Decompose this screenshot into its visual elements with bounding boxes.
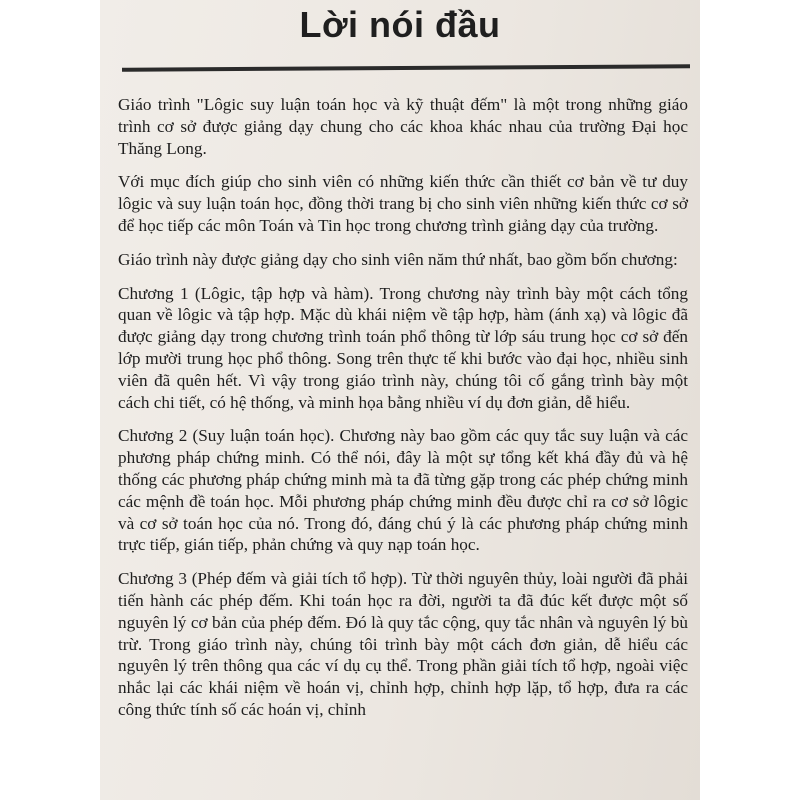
- title-underline: [122, 64, 690, 71]
- paragraph-chapter-2: Chương 2 (Suy luận toán học). Chương này bao gồm các quy tắc suy luận và các phương pháp chứng minh. Có thể nói, đây là một sự tổng kết khá đầy đủ và hệ thống các phương pháp chứng minh mà ta đã từng gặp trong các phép chứng minh các mệnh đề toán học. Mỗi phương pháp chứng minh đều được chỉ ra cơ sở lôgic và cơ sở toán học của nó. Trong đó, đáng chú ý là các phương pháp chứng minh trực tiếp, gián tiếp, phản chứng và quy nạp toán học.: [118, 426, 688, 555]
- paragraph-chapter-1: Chương 1 (Lôgic, tập hợp và hàm). Trong chương này trình bày một cách tổng quan về lôgic và tập hợp. Mặc dù khái niệm về tập hợp, hàm (ánh xạ) và lôgic đã được giảng dạy trong chương trình toán phổ thông từ lớp sáu trung học cơ sở đến lớp mười trung học phổ thông. Song trên thực tế khi bước vào đại học, nhiều sinh viên đã quên hết. Vì vậy trong giáo trình này, chúng tôi cố gắng trình bày một cách chi tiết, có hệ thống, và minh họa bằng nhiều ví dụ đơn giản, dễ hiểu.: [118, 283, 688, 412]
- page-title: Lời nói đầu: [299, 4, 501, 45]
- page-body: [118, 94, 688, 733]
- paragraph-chapters-overview: Giáo trình này được giảng dạy cho sinh viên năm thứ nhất, bao gồm bốn chương:: [118, 249, 678, 269]
- paragraph-purpose: Với mục đích giúp cho sinh viên có những kiến thức cần thiết cơ bản về tư duy lôgic và suy luận toán học, đồng thời trang bị cho sinh viên những kiến thức cơ sở để học tiếp các môn Toán và Tin học trong chương trình giảng dạy của trường.: [118, 172, 688, 235]
- book-page: [100, 0, 700, 800]
- paragraph-intro: Giáo trình "Lôgic suy luận toán học và kỹ thuật đếm" là một trong những giáo trình cơ sở được giảng dạy chung cho các khoa khác nhau của trường Đại học Thăng Long.: [118, 95, 688, 158]
- paragraph-chapter-3: Chương 3 (Phép đếm và giải tích tổ hợp). Từ thời nguyên thủy, loài người đã phải tiến hành các phép đếm. Khi toán học ra đời, người ta đã đúc kết được một số nguyên lý cơ bản của phép đếm. Đó là quy tắc cộng, quy tắc nhân và nguyên lý bù trừ. Trong giáo trình này, chúng tôi trình bày một cách đơn giản, dễ hiểu các nguyên lý trên thông qua các ví dụ cụ thể. Trong phần giải tích tổ hợp, ngoài việc nhắc lại các khái niệm về hoán vị, chỉnh hợp, chỉnh hợp lặp, tổ hợp, đưa ra các công thức tính số các hoán vị, chỉnh: [118, 569, 688, 719]
